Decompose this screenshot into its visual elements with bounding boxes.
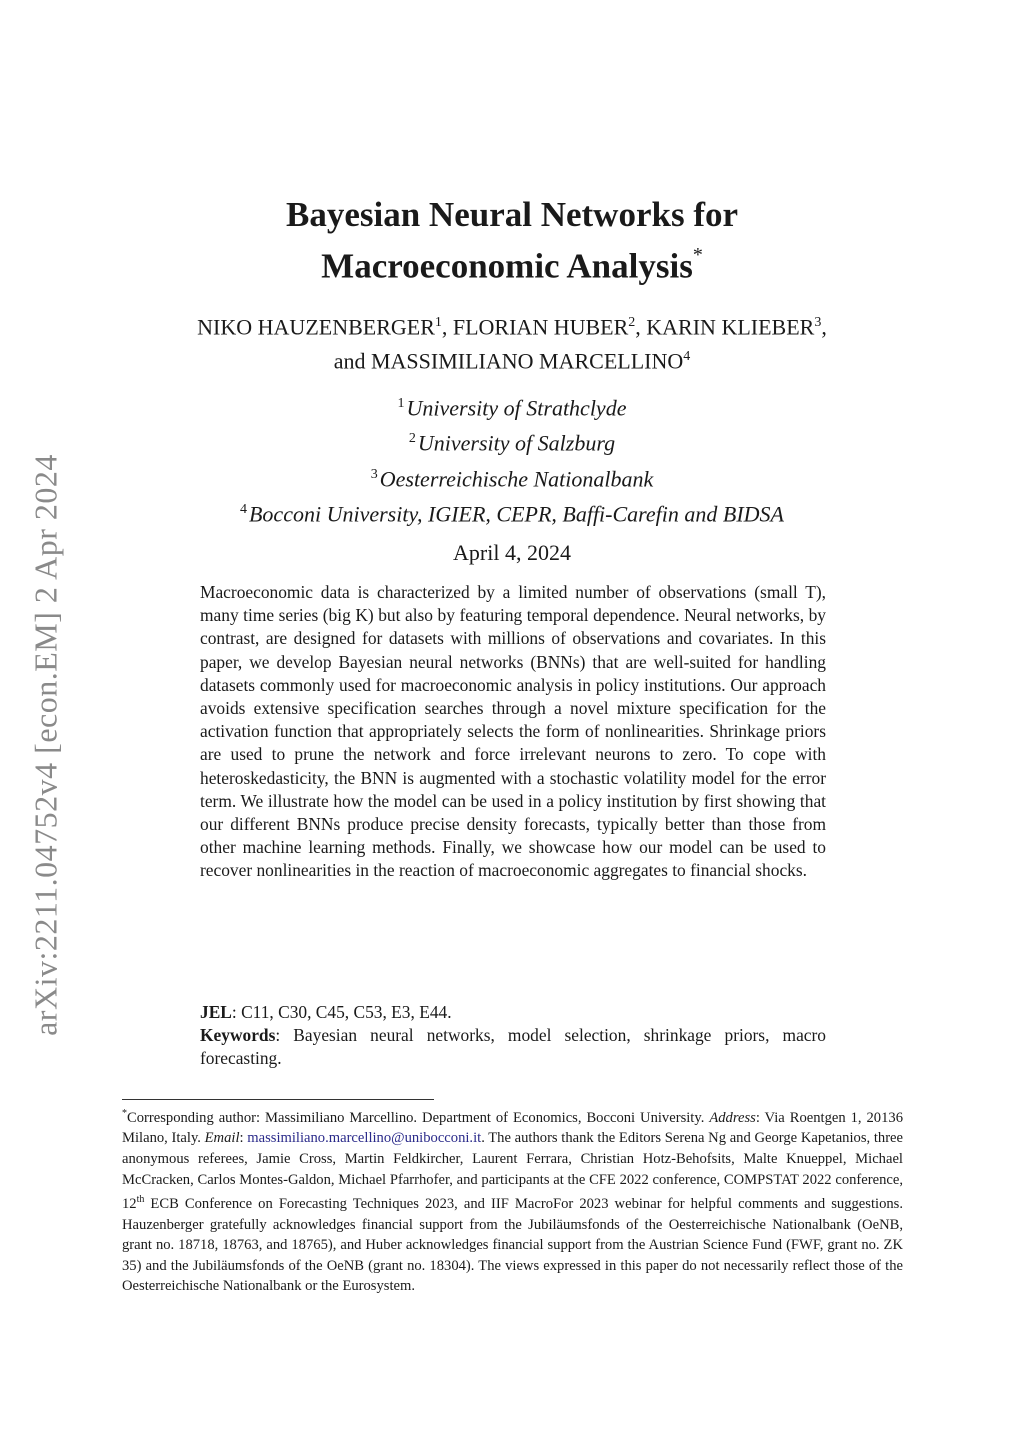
affiliation-name: University of Strathclyde <box>406 395 627 421</box>
author-affil-sup: 2 <box>628 315 636 330</box>
author-line-2 <box>0 342 1024 376</box>
footnote-text-3: ECB Conference on Forecasting Techniques 2023, and IIF MacroFor 2023 webinar for helpful comments and suggestions. Hauzenberger gratefully acknowledges financial support from the Jubiläumsfonds of the Oesterreichische Nationalbank (OeNB, grant no. 18718, 18763, and 18765), and Huber acknowledges financial support from the Austrian Science Fund (FWF, grant no. ZK 35) and the Jubiläumsfonds of the OeNB (grant no. 18304). The views expressed in this paper do not necessarily reflect those of the Oesterreichische Nationalbank or the Eurosystem. <box>122 1196 903 1295</box>
footnote-th-sup: th <box>136 1194 145 1206</box>
author-sep: , <box>635 314 647 340</box>
author-name: NIKO HAUZENBERGER <box>197 314 435 340</box>
address-text: : Via Roentgen 1, 20136 Milano, Italy. <box>122 1109 903 1147</box>
title-footnote-marker[interactable]: * <box>692 244 703 266</box>
title-line-1: Bayesian Neural Networks for <box>285 195 739 234</box>
footnote-text-2: . The authors thank the Editors Serena Ng and George Kapetanios, three anonymous referees, Jamie Cross, Martin Feldkircher, Laurent Ferrara, Christian Hotz-Behofsits, Malte Knueppel, Michael McCracken, Carlos Montes-Galdon, Michael Pfarrhofer, and participants at the CFE 2022 conference, COMPSTAT 2022 conference, 12 <box>122 1130 904 1213</box>
footnote-text-1: Corresponding author: Massimiliano Marcellino. Department of Economics, Bocconi University. <box>127 1109 710 1126</box>
footnote-marker: * <box>122 1108 127 1119</box>
email-label: Email <box>204 1130 240 1147</box>
affiliation-list <box>0 388 1024 529</box>
affiliation-item <box>0 423 1024 458</box>
affiliation-name: Bocconi University, IGIER, CEPR, Baffi-Carefin and BIDSA <box>248 501 784 527</box>
author-line-1 <box>0 308 1024 342</box>
affiliation-item <box>0 494 1024 529</box>
address-label: Address <box>709 1109 756 1126</box>
keywords-label: Keywords <box>200 1025 276 1046</box>
affiliation-name: University of Salzburg <box>417 430 616 456</box>
author-sep: , <box>821 314 827 340</box>
jel-value: : C11, C30, C45, C53, E3, E44. <box>231 1002 452 1022</box>
author-name: FLORIAN HUBER <box>452 314 629 340</box>
affiliation-sup: 2 <box>408 431 416 447</box>
email-link[interactable]: massimiliano.marcellino@unibocconi.it <box>247 1130 482 1147</box>
author-name: MASSIMILIANO MARCELLINO <box>370 348 684 374</box>
arxiv-id[interactable]: arXiv:2211.04752v4 [econ.EM] 2 Apr 2024 <box>27 454 64 1036</box>
jel-codes <box>200 1001 826 1024</box>
paper-date: April 4, 2024 <box>453 540 571 565</box>
affiliation-sup: 1 <box>397 396 405 411</box>
jel-label: JEL <box>200 1002 232 1022</box>
author-prefix: and <box>333 348 371 374</box>
paper-title <box>0 193 1024 289</box>
affiliation-sup: 4 <box>239 501 247 517</box>
affiliation-item <box>0 388 1024 423</box>
affiliation-item <box>0 459 1024 494</box>
footnote-divider <box>122 1099 434 1100</box>
abstract: Macroeconomic data is characterized by a limited number of observations (small T), many time series (big K) but also by featuring temporal dependence. Neural networks, by contrast, are designed for datasets with millions of observations and covariates. In this paper, we develop Bayesian neural networks (BNNs) that are well-suited for handling datasets commonly used for macroeconomic analysis in policy institutions. Our approach avoids extensive specification searches through a novel mixture specification for the activation function that appropriately selects the form of nonlinearities. Shrinkage priors are used to prune the network and force irrelevant neurons to zero. To cope with heteroskedasticity, the BNN is augmented with a stochastic volatility model for the error term. We illustrate how the model can be used in a policy institution by first showing that our different BNNs produce precise density forecasts, typically better than those from other machine learning methods. Finally, we showcase how our model can be used to recover nonlinearities in the reaction of macroeconomic aggregates to financial shocks. <box>200 582 826 881</box>
author-affil-sup: 4 <box>683 349 691 365</box>
author-list <box>0 308 1024 377</box>
affiliation-sup: 3 <box>370 466 378 482</box>
keywords-value: : Bayesian neural networks, model selection, shrinkage priors, macro forecasting. <box>200 1025 826 1069</box>
affiliation-name: Oesterreichische Nationalbank <box>379 465 654 491</box>
author-affil-sup: 1 <box>434 315 442 330</box>
author-affil-sup: 3 <box>814 315 822 330</box>
author-name: KARIN KLIEBER <box>646 314 815 340</box>
author-sep: , <box>441 314 453 340</box>
email-sep: : <box>239 1130 248 1147</box>
keywords <box>200 1024 826 1070</box>
title-line-2-text: Macroeconomic Analysis <box>321 246 693 286</box>
footnote <box>122 1104 903 1297</box>
title-line-2 <box>0 237 1024 289</box>
jel-keywords-block <box>200 1001 826 1071</box>
